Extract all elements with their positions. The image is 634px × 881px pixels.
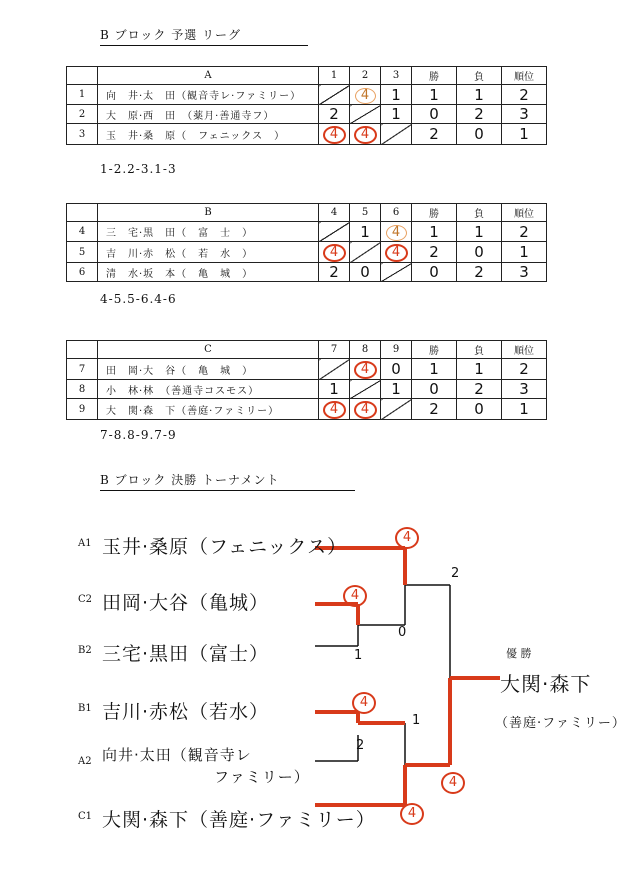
team-no: 8: [67, 380, 98, 399]
win-mark: 4: [355, 88, 376, 104]
team-name: 向 井·太 田（観音寺レ·ファミリー）: [98, 85, 319, 105]
opponent-col-header: 3: [381, 67, 412, 85]
match-result: 2: [319, 263, 350, 282]
match-order-c: 7-8.8-9.7-9: [100, 428, 177, 442]
losses-header: 負: [457, 204, 502, 222]
team-no: 9: [67, 399, 98, 420]
losses-header: 負: [457, 67, 502, 85]
group-label: B: [98, 204, 319, 222]
losses: 1: [457, 85, 502, 105]
seed-label: B2: [78, 645, 92, 656]
rank: 2: [502, 85, 547, 105]
opponent-col-header: 5: [350, 204, 381, 222]
rank: 2: [502, 222, 547, 242]
team-name: 大 原·西 田 （薬月·善通寺フ）: [98, 105, 319, 124]
score: 1: [412, 713, 421, 728]
opponent-col-header: 1: [319, 67, 350, 85]
rank-header: 順位: [502, 67, 547, 85]
opponent-col-header: 9: [381, 341, 412, 359]
seed-label: A2: [78, 756, 92, 767]
losses: 2: [457, 105, 502, 124]
win-mark: 4: [323, 401, 346, 419]
entrant-name: 大関·森下（善庭·ファミリー）: [102, 809, 376, 831]
wins: 1: [412, 359, 457, 380]
score-win-mark: 4: [343, 585, 367, 607]
wins: 0: [412, 263, 457, 282]
score: 2: [356, 738, 365, 753]
team-name: 三 宅·黒 田（ 富 士 ）: [98, 222, 319, 242]
score: 1: [354, 648, 363, 663]
opponent-col-header: 4: [319, 204, 350, 222]
rank: 3: [502, 105, 547, 124]
match-result: 1: [381, 105, 412, 124]
match-result: 0: [350, 263, 381, 282]
rank-header: 順位: [502, 341, 547, 359]
score: 0: [398, 625, 407, 640]
win-mark: 4: [354, 401, 377, 419]
score-win-mark: 4: [395, 527, 419, 549]
score-win-mark: 4: [400, 803, 424, 825]
rank: 3: [502, 263, 547, 282]
champion-name: 大関·森下: [500, 672, 592, 696]
opponent-col-header: 7: [319, 341, 350, 359]
losses: 0: [457, 242, 502, 263]
match-result: 0: [381, 359, 412, 380]
team-name: 玉 井·桑 原（ フェニックス ）: [98, 124, 319, 145]
team-no: 4: [67, 222, 98, 242]
tournament-title: B ブロック 決勝 トーナメント: [100, 471, 280, 488]
team-no: 3: [67, 124, 98, 145]
match-result: 1: [381, 380, 412, 399]
wins: 2: [412, 399, 457, 420]
win-mark: 4: [386, 225, 407, 241]
seed-label: A1: [78, 538, 92, 549]
team-no: 5: [67, 242, 98, 263]
entrant-name: 玉井·桑原（フェニックス）: [102, 536, 348, 558]
seed-label: C2: [78, 594, 93, 605]
losses: 1: [457, 222, 502, 242]
rank: 1: [502, 242, 547, 263]
opponent-col-header: 8: [350, 341, 381, 359]
wins: 2: [412, 124, 457, 145]
wins-header: 勝: [412, 204, 457, 222]
losses: 2: [457, 380, 502, 399]
rank: 1: [502, 124, 547, 145]
score: 2: [451, 566, 460, 581]
entrant-name: 吉川·赤松（若水）: [102, 701, 270, 723]
entrant-name: 田岡·大谷（亀城）: [102, 592, 270, 614]
league-title: B ブロック 予選 リーグ: [100, 26, 241, 43]
win-mark: 4: [354, 126, 377, 144]
team-name: 大 関·森 下（善庭·ファミリー）: [98, 399, 319, 420]
team-name: 小 林·林 （善通寺コスモス）: [98, 380, 319, 399]
entrant-name: 向井·太田（観音寺レ: [102, 746, 252, 764]
match-result: 2: [319, 105, 350, 124]
entrant-name: 三宅·黒田（富士）: [102, 643, 270, 665]
losses-header: 負: [457, 341, 502, 359]
losses: 0: [457, 124, 502, 145]
team-name: 清 水·坂 本（ 亀 城 ）: [98, 263, 319, 282]
team-name: 田 岡·大 谷（ 亀 城 ）: [98, 359, 319, 380]
opponent-col-header: 2: [350, 67, 381, 85]
losses: 1: [457, 359, 502, 380]
match-order-a: 1-2.2-3.1-3: [100, 162, 177, 176]
wins: 0: [412, 105, 457, 124]
team-no: 7: [67, 359, 98, 380]
match-order-b: 4-5.5-6.4-6: [100, 292, 177, 306]
wins: 1: [412, 222, 457, 242]
group-label: A: [98, 67, 319, 85]
wins: 1: [412, 85, 457, 105]
champion-label: 優 勝: [506, 647, 532, 660]
rank: 3: [502, 380, 547, 399]
win-mark: 4: [354, 361, 377, 379]
team-no: 1: [67, 85, 98, 105]
rank-header: 順位: [502, 204, 547, 222]
team-no: 6: [67, 263, 98, 282]
team-name: 吉 川·赤 松（ 若 水 ）: [98, 242, 319, 263]
wins: 2: [412, 242, 457, 263]
losses: 0: [457, 399, 502, 420]
wins-header: 勝: [412, 67, 457, 85]
rank: 2: [502, 359, 547, 380]
opponent-col-header: 6: [381, 204, 412, 222]
match-result: 1: [319, 380, 350, 399]
losses: 2: [457, 263, 502, 282]
rank: 1: [502, 399, 547, 420]
win-mark: 4: [385, 244, 408, 262]
seed-label: B1: [78, 703, 92, 714]
score-win-mark: 4: [352, 692, 376, 714]
match-result: 1: [381, 85, 412, 105]
seed-label: C1: [78, 811, 93, 822]
score-win-mark: 4: [441, 772, 465, 794]
group-label: C: [98, 341, 319, 359]
wins-header: 勝: [412, 341, 457, 359]
win-mark: 4: [323, 244, 346, 262]
match-result: 1: [350, 222, 381, 242]
wins: 0: [412, 380, 457, 399]
entrant-name-line2: ファミリー）: [214, 768, 310, 786]
win-mark: 4: [323, 126, 346, 144]
team-no: 2: [67, 105, 98, 124]
champion-club: （善庭·ファミリー）: [495, 716, 626, 731]
